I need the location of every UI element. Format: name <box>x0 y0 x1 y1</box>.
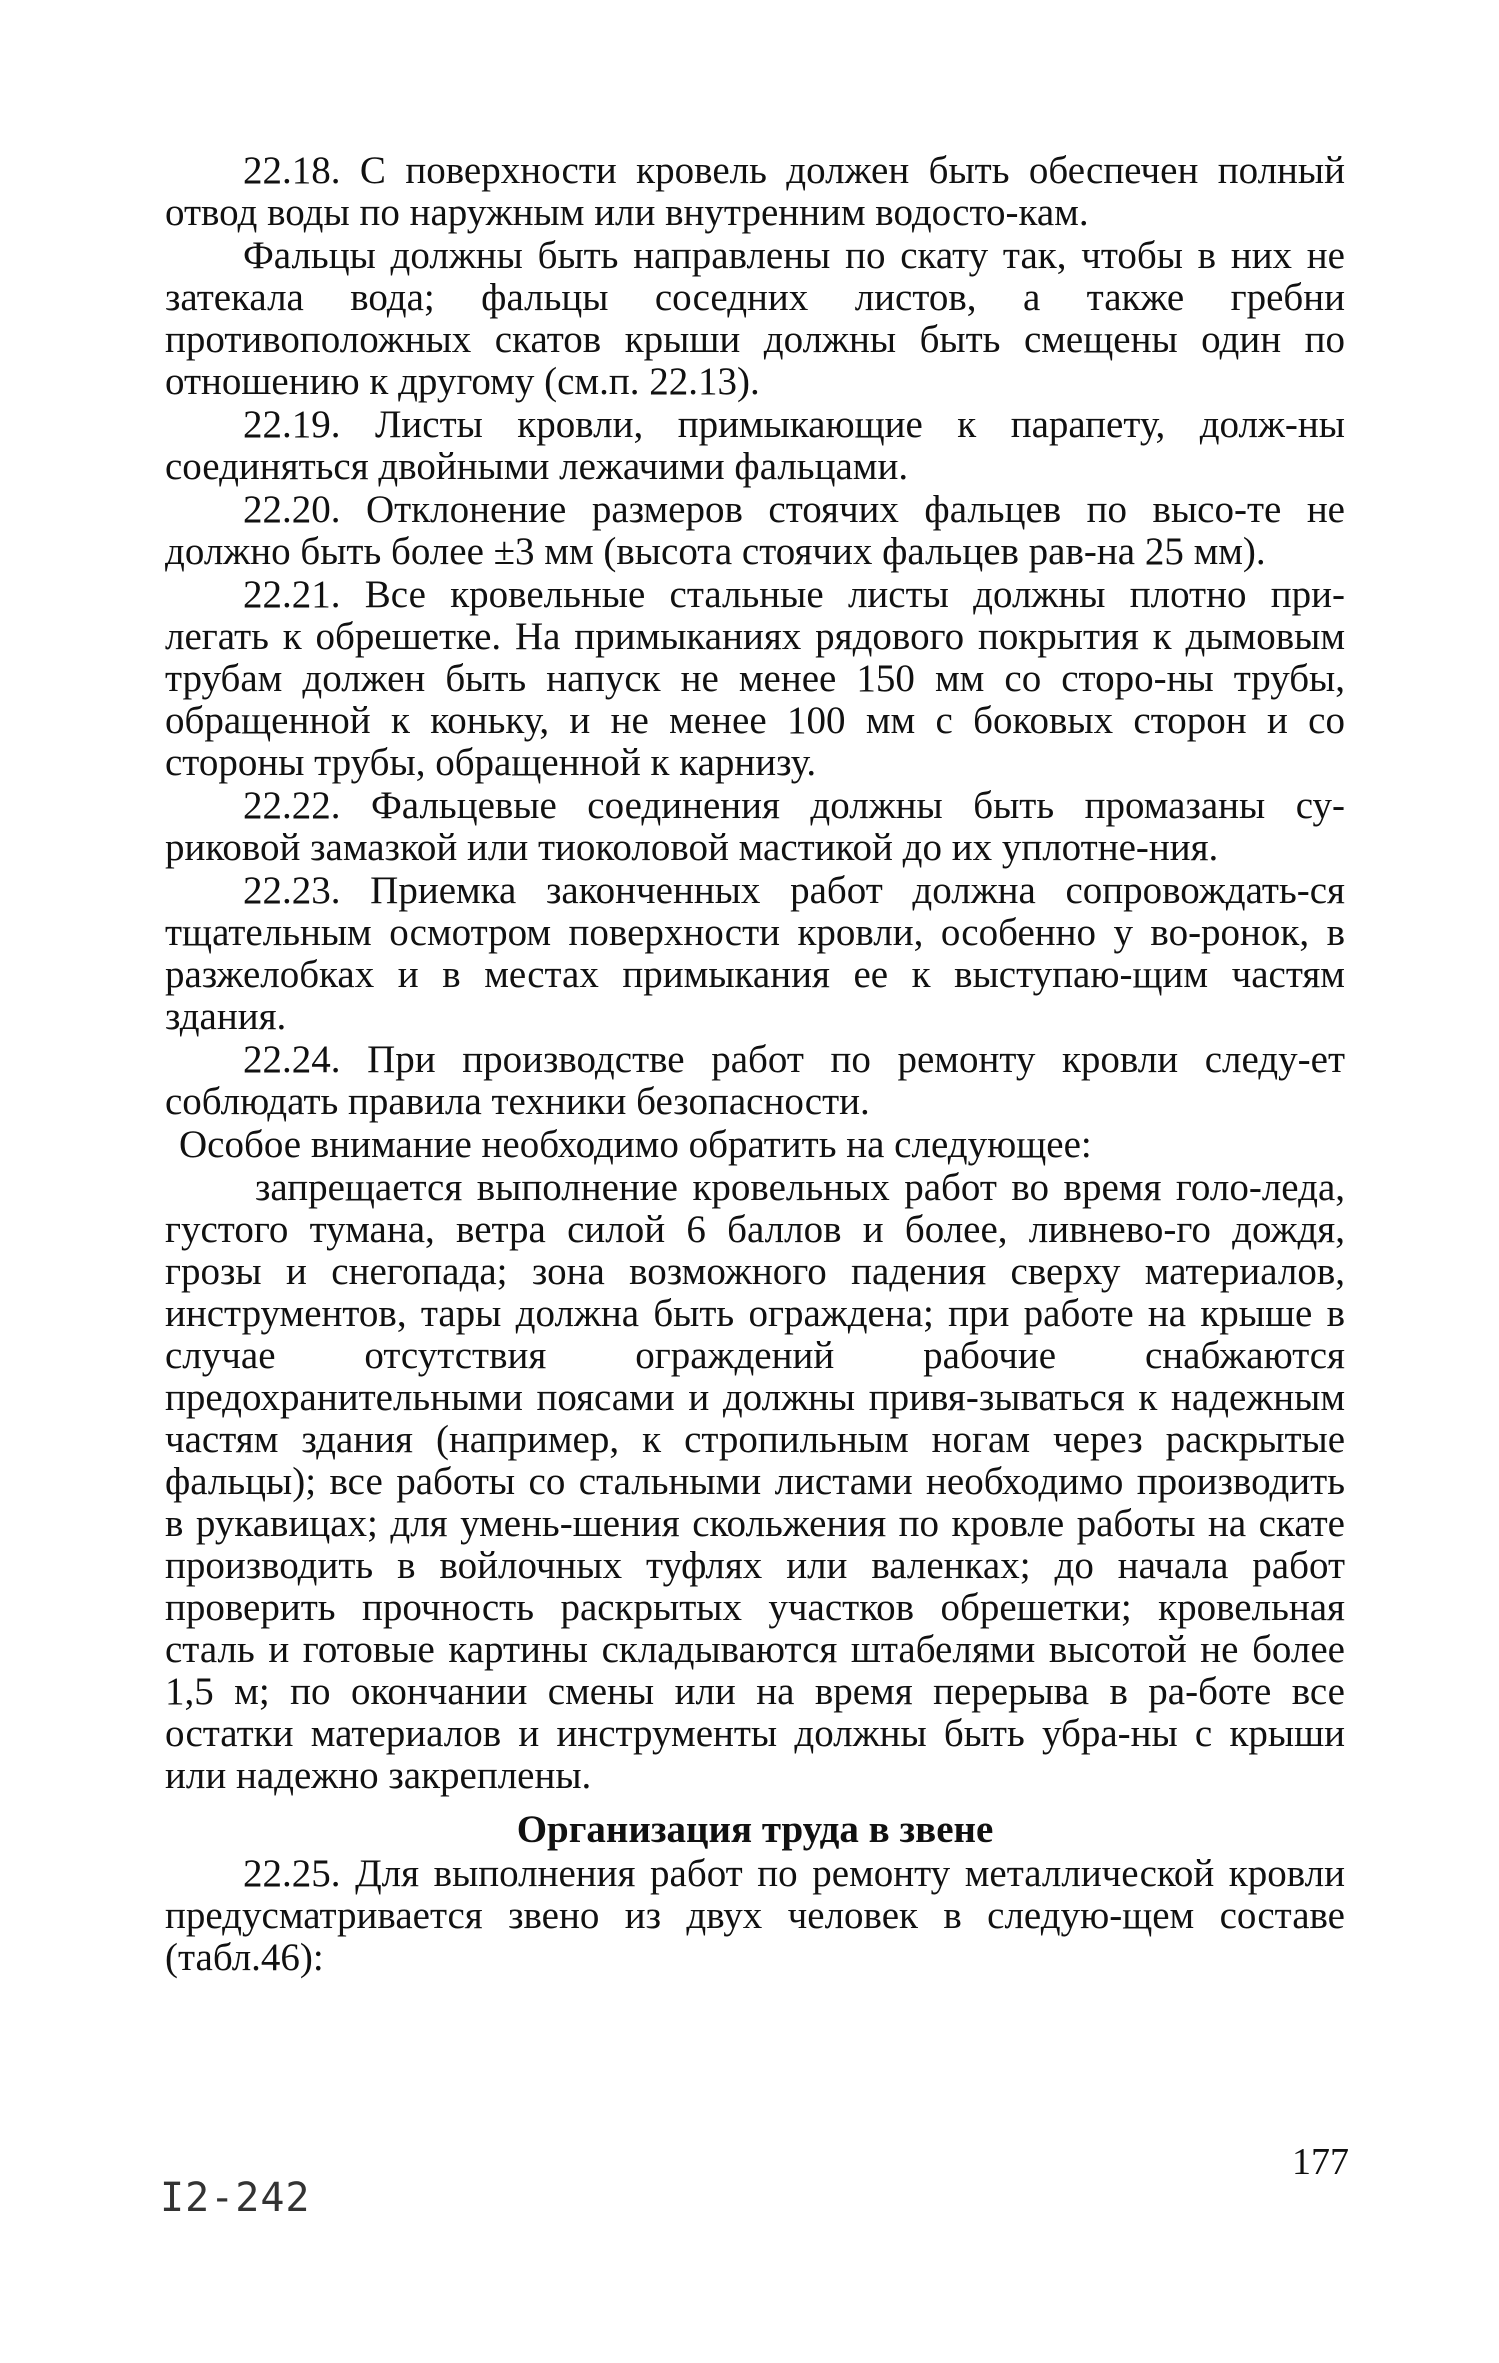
paragraph-22-21: 22.21. Все кровельные стальные листы должны плотно при-легать к обрешетке. На примыканиях рядового покрытия к дымовым трубам должен быть напуск не менее 150 мм со сторо-ны трубы, обращенной к коньку, и не менее 100 мм с боковых сторон и со стороны трубы, обращенной к карнизу. <box>165 573 1345 784</box>
safety-paragraph: запрещается выполнение кровельных работ во время голо-леда, густого тумана, ветра силой 6 баллов и более, ливнево-го дождя, грозы и снегопада; зона возможного падения сверху материалов, инструментов, тары должна быть ограждена; при работе на крыше в случае отсутствия ограждений рабочие снабжаются предохранительными поясами и должны привя-зываться к надежным частям здания (например, к стропильным ногам через раскрытые фальцы); все работы со стальными листами необходимо производить в рукавицах; для умень-шения скольжения по кровле работы на скате производить в войлочных туфлях или валенках; до начала работ проверить прочность раскрытых участков обрешетки; кровельная сталь и готовые картины складываются штабелями высотой не более 1,5 м; по окончании смены или на время перерыва в ра-боте все остатки материалов и инструменты должны быть убра-ны с крыши или надежно закреплены. <box>165 1166 1345 1797</box>
paragraph-22-24: 22.24. При производстве работ по ремонту кровли следу-ет соблюдать правила техники безопасности. <box>165 1038 1345 1123</box>
paragraph-22-19: 22.19. Листы кровли, примыкающие к парапету, долж-ны соединяться двойными лежачими фальцами. <box>165 403 1345 488</box>
paragraph-22-20: 22.20. Отклонение размеров стоячих фальцев по высо-те не должно быть более ±3 мм (высота стоячих фальцев рав-на 25 мм). <box>165 488 1345 573</box>
paragraph-folds: Фальцы должны быть направлены по скату так, чтобы в них не затекала вода; фальцы соседних листов, а также гребни противоположных скатов крыши должны быть смещены один по отношению к другому (см.п. 22.13). <box>165 234 1345 403</box>
section-heading: Организация труда в звене <box>516 1808 994 1851</box>
paragraph-22-25: 22.25. Для выполнения работ по ремонту металлической кровли предусматривается звено из двух человек в следую-щем составе (табл.46): <box>165 1852 1345 1979</box>
page-body <box>165 150 1345 1980</box>
attention-line: Особое внимание необходимо обратить на следующее: <box>179 1123 1092 1166</box>
page-number: 177 <box>1292 2141 1349 2183</box>
document-stamp: I2-242 <box>160 2175 311 2221</box>
paragraph-22-18: 22.18. С поверхности кровель должен быть обеспечен полный отвод воды по наружным или внутренним водосто-кам. <box>165 149 1345 234</box>
paragraph-22-23: 22.23. Приемка законченных работ должна сопровождать-ся тщательным осмотром поверхности кровли, особенно у во-ронок, в разжелобках и в местах примыкания ее к выступаю-щим частям здания. <box>165 869 1345 1038</box>
paragraph-22-22: 22.22. Фальцевые соединения должны быть промазаны су-риковой замазкой или тиоколовой мастикой до их уплотне-ния. <box>165 784 1345 869</box>
